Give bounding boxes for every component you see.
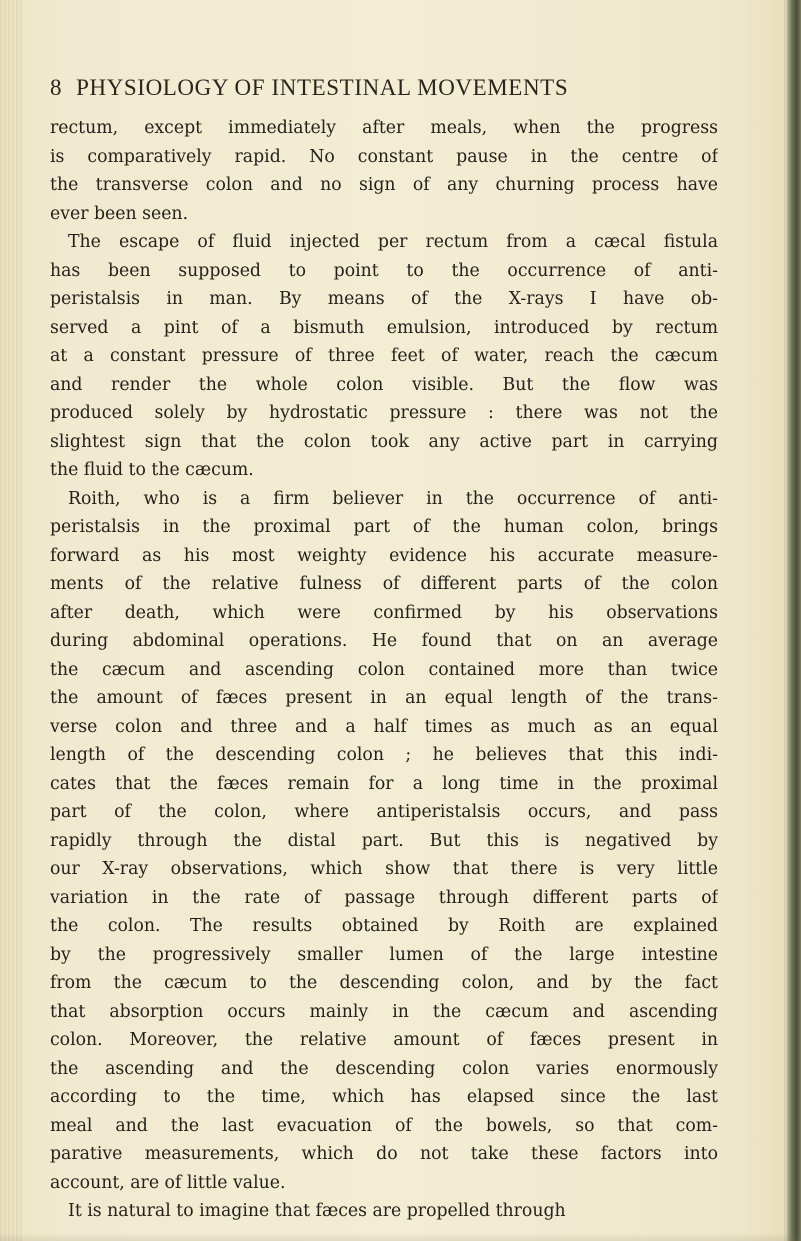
text-line: colon. Moreover, the relative amount of fæces present in xyxy=(50,1030,718,1050)
text-line: that absorption occurs mainly in the cæcum and ascending xyxy=(50,1001,718,1022)
text-line: ments of the relative fulness of different parts of the colon xyxy=(50,574,718,594)
text-line: It is natural to imagine that fæces are propelled through xyxy=(68,1201,566,1221)
text-line: rapidly through the distal part. But this is negatived by xyxy=(50,830,718,851)
text-line: produced solely by hydrostatic pressure : there was not the xyxy=(50,403,718,423)
text-line: The escape of fluid injected per rectum from a cæcal fistula xyxy=(68,232,718,252)
text-line: length of the descending colon ; he believes that this indi- xyxy=(50,745,718,765)
text-line: from the cæcum to the descending colon, and by the fact xyxy=(50,973,718,993)
text-line: rectum, except immediately after meals, when the progress xyxy=(50,118,718,138)
paragraph xyxy=(50,114,718,228)
text-line: parative measurements, which do not take these factors into xyxy=(50,1144,718,1164)
text-line: the ascending and the descending colon varies enormously xyxy=(50,1058,718,1079)
text-line: forward as his most weighty evidence his accurate measure- xyxy=(50,545,718,566)
text-line: and render the whole colon visible. But the flow was xyxy=(50,374,718,395)
page-gutter xyxy=(0,0,22,1241)
text-line: according to the time, which has elapsed since the last xyxy=(50,1087,718,1107)
text-line: the transverse colon and no sign of any churning process have xyxy=(50,175,718,195)
text-line: after death, which were confirmed by his observations xyxy=(50,602,718,623)
text-line: during abdominal operations. He found that on an average xyxy=(50,631,718,651)
book-spine-edge xyxy=(787,0,801,1241)
text-line: ever been seen. xyxy=(50,203,189,224)
text-line: at a constant pressure of three feet of water, reach the cæcum xyxy=(50,346,718,366)
text-line: peristalsis in the proximal part of the human colon, brings xyxy=(50,517,718,537)
text-line: meal and the last evacuation of the bowels, so that com- xyxy=(50,1115,718,1136)
text-line: the amount of fæces present in an equal length of the trans- xyxy=(50,688,718,708)
paragraph xyxy=(50,1197,718,1226)
text-line: the fluid to the cæcum. xyxy=(50,460,254,480)
text-line: has been supposed to point to the occurrence of anti- xyxy=(50,260,718,281)
text-line: account, are of little value. xyxy=(50,1172,286,1193)
running-head xyxy=(50,75,710,101)
page-bottom-shadow xyxy=(0,1233,801,1241)
text-line: peristalsis in man. By means of the X-rays I have ob- xyxy=(50,289,718,309)
text-line: Roith, who is a firm believer in the occurrence of anti- xyxy=(68,488,718,509)
text-line: the colon. The results obtained by Roith are explained xyxy=(50,916,718,936)
text-line: part of the colon, where antiperistalsis occurs, and pass xyxy=(50,802,718,822)
body-text xyxy=(50,114,718,1226)
text-line: is comparatively rapid. No constant pause in the centre of xyxy=(50,146,718,167)
paragraph xyxy=(50,228,718,485)
text-line: by the progressively smaller lumen of the large intestine xyxy=(50,944,718,965)
paragraph xyxy=(50,485,718,1198)
text-line: cates that the fæces remain for a long time in the proximal xyxy=(50,773,718,794)
running-title: PHYSIOLOGY OF INTESTINAL MOVEMENTS xyxy=(76,75,569,100)
text-line: slightest sign that the colon took any active part in carrying xyxy=(50,431,718,452)
text-line: served a pint of a bismuth emulsion, introduced by rectum xyxy=(50,317,718,338)
text-line: variation in the rate of passage through different parts of xyxy=(50,887,718,908)
text-line: our X-ray observations, which show that there is very little xyxy=(50,859,718,879)
text-line: verse colon and three and a half times as much as an equal xyxy=(50,716,718,737)
page-number: 8 xyxy=(50,75,63,100)
text-line: the cæcum and ascending colon contained more than twice xyxy=(50,659,718,680)
